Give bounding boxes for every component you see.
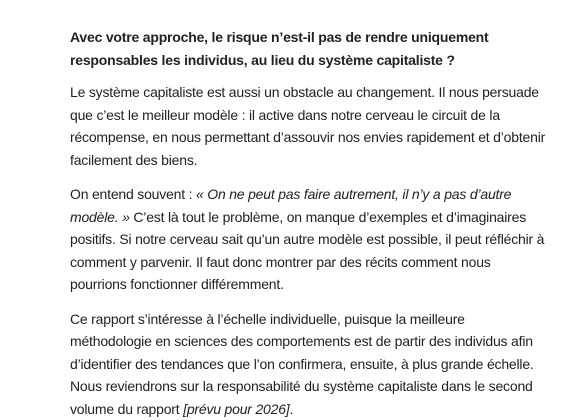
planned-date-note: [prévu pour 2026] — [183, 401, 289, 417]
answer-paragraph-3 — [70, 308, 550, 420]
paragraph-2-text: C’est là tout le problème, on manque d’exemples et d’imaginaires positifs. Si notre cerveau sait qu’un autre modèle est possible, il peut réfléchir à comment y parvenir. Il faut donc montrer par des récits comment nous pourrions fonctionner différemment. — [70, 209, 544, 293]
paragraph-2-intro: On entend souvent : — [70, 186, 196, 202]
answer-paragraph-1: Le système capitaliste est aussi un obstacle au changement. Il nous persuade que c’est le meilleur modèle : il active dans notre cerveau le circuit de la récompense, en nous permettant d’assouvir nos envies rapidement et d’obtenir facilement des biens. — [70, 81, 550, 171]
interview-question: Avec votre approche, le risque n’est-il pas de rendre uniquement responsables les individus, au lieu du système capitaliste ? — [70, 26, 550, 71]
paragraph-3-end: . — [290, 401, 294, 417]
interview-article — [70, 26, 550, 420]
quote: « On ne peut pas faire autrement, il n’y a pas d’autre modèle. » — [70, 186, 511, 225]
answer-paragraph-2 — [70, 183, 550, 296]
paragraph-3-text: Ce rapport s’intéresse à l’échelle individuelle, puisque la meilleure méthodologie en sciences des comportements est de partir des individus afin d’identifier des tendances que l’on confirmera, ensuite, à plus grande échelle. Nous reviendrons sur la responsabilité du système capitaliste dans le second volume du rapport — [70, 311, 534, 417]
